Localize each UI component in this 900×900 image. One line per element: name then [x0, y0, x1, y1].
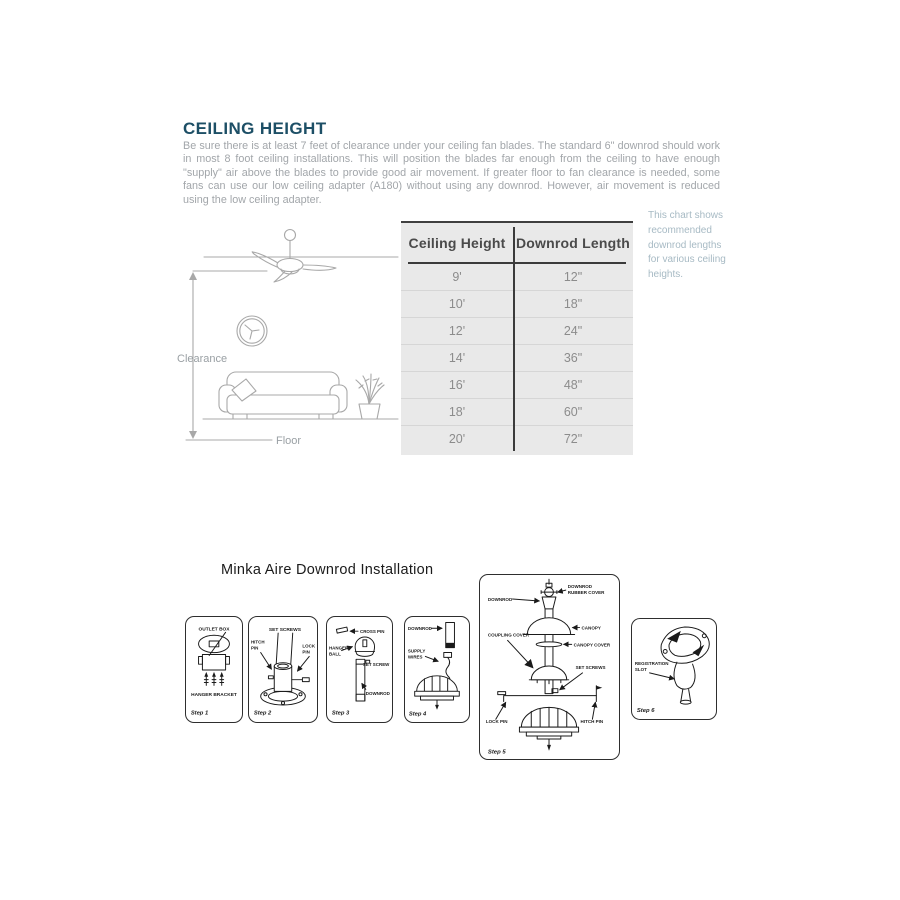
hanger-ball-drawing	[355, 637, 374, 656]
label-lock-pin: LOCK	[302, 643, 316, 649]
step-2-label: Step 2	[253, 710, 272, 717]
fan-motor-drawing	[519, 707, 578, 750]
plant-icon	[356, 374, 384, 419]
step-6-box	[631, 618, 717, 720]
label-set-screws: SET SCREWS	[268, 628, 301, 634]
step-1-box	[185, 616, 243, 723]
step-1-diagram	[186, 617, 242, 722]
step-2-box	[248, 616, 318, 723]
label-cross-pin: CROSS PIN	[359, 629, 385, 635]
step-4-box	[404, 616, 470, 723]
label-hanger-ball: HANGER	[328, 645, 349, 651]
canopy-cover-drawing	[536, 642, 562, 647]
table-body	[401, 264, 633, 455]
svg-text:RUBBER COVER: RUBBER COVER	[567, 590, 605, 596]
outlet-box-drawing	[199, 632, 230, 685]
installation-title: Minka Aire Downrod Installation	[221, 562, 434, 578]
table-header-row	[401, 223, 633, 262]
step-3-diagram	[327, 617, 392, 722]
label-hanger-bracket: HANGER BRACKET	[191, 693, 237, 699]
ceiling-fan-icon	[252, 230, 336, 283]
step-3-box	[326, 616, 393, 723]
table-row: 14' 36"	[401, 344, 633, 371]
label-supply-wires: SUPPLY	[407, 648, 426, 654]
label-set-screws: SET SCREWS	[575, 664, 606, 670]
floor-label: Floor	[276, 435, 302, 447]
step-6-label: Step 6	[636, 707, 655, 714]
label-downrod: DOWNROD	[365, 691, 390, 697]
table-row: 18' 60"	[401, 398, 633, 425]
step-4-label: Step 4	[408, 711, 427, 718]
label-downrod: DOWNROD	[407, 626, 432, 632]
couch-icon	[219, 372, 347, 419]
svg-text:SLOT: SLOT	[634, 666, 647, 672]
table-row: 20' 72"	[401, 425, 633, 452]
table-side-note: This chart shows recommended downrod lengths for various ceiling heights.	[648, 210, 726, 281]
downrod-holder-drawing	[261, 663, 310, 705]
page-title: CEILING HEIGHT	[183, 119, 327, 138]
hanger-ball-drawing	[541, 579, 557, 596]
label-canopy-cover: CANOPY COVER	[573, 642, 611, 648]
label-hitch-pin: HITCH PIN	[580, 719, 604, 725]
step-4-diagram	[405, 617, 469, 722]
svg-text:PIN: PIN	[250, 645, 259, 651]
pot	[359, 404, 380, 419]
table-row: 12' 24"	[401, 317, 633, 344]
canopy-cone-drawing	[674, 662, 695, 704]
downrod-length-table	[401, 221, 633, 455]
intro-paragraph: Be sure there is at least 7 feet of clearance under your ceiling fan blades. The standard 6" downrod should work in most 8 foot ceiling installations. This will position the blades far enough from the ceiling to have enough "supply" air above the blades to provide good air movement. If greater floor to fan clearance is needed, some fans can use our low ceiling adapter (A180) without using any downrod. However, air movement is reduced using the low ceiling adapter.	[183, 140, 720, 206]
label-set-screw: SET SCREW	[362, 662, 390, 668]
label-coupling-cover: COUPLING COVER	[487, 632, 530, 638]
label-downrod-rubber-cover: DOWNROD	[567, 584, 593, 590]
table-row: 10' 18"	[401, 290, 633, 317]
label-outlet-box: OUTLET BOX	[198, 627, 230, 633]
downrod-drawing	[446, 622, 455, 647]
clearance-label: Clearance	[177, 353, 228, 365]
svg-text:PIN: PIN	[302, 649, 310, 655]
step-5-label: Step 5	[487, 749, 506, 756]
step-5-diagram	[480, 575, 619, 759]
table-row: 16' 48"	[401, 371, 633, 398]
label-downrod: DOWNROD	[487, 596, 513, 602]
rubber-cover-drawing	[542, 597, 556, 609]
clock-icon	[237, 316, 267, 346]
canopy-drawing	[523, 618, 574, 635]
label-canopy: CANOPY	[581, 625, 601, 631]
step-6-diagram	[632, 619, 716, 719]
label-lock-pin: LOCK PIN	[485, 719, 508, 725]
col-header-ceiling-height: Ceiling Height	[408, 234, 506, 251]
table-column-divider	[513, 227, 515, 451]
cross-pin-drawing	[336, 627, 347, 633]
step-1-label: Step 1	[190, 710, 209, 717]
col-header-downrod-length: Downrod Length	[515, 234, 630, 251]
canopy-bracket-drawing	[661, 627, 709, 663]
table-row: 9' 12"	[452, 270, 583, 284]
fan-motor-drawing	[415, 676, 460, 710]
coupling-cover-drawing	[529, 666, 568, 684]
label-hitch-pin: HITCH	[250, 639, 265, 645]
svg-text:WIRES: WIRES	[407, 654, 423, 660]
label-registration-slot: REGISTRATION	[634, 661, 669, 667]
step-2-diagram	[249, 617, 317, 722]
room-clearance-illustration	[175, 228, 405, 456]
mounting-screws	[204, 672, 223, 686]
step-5-box	[479, 574, 620, 760]
step-3-label: Step 3	[331, 710, 350, 717]
svg-text:BALL: BALL	[328, 651, 341, 657]
